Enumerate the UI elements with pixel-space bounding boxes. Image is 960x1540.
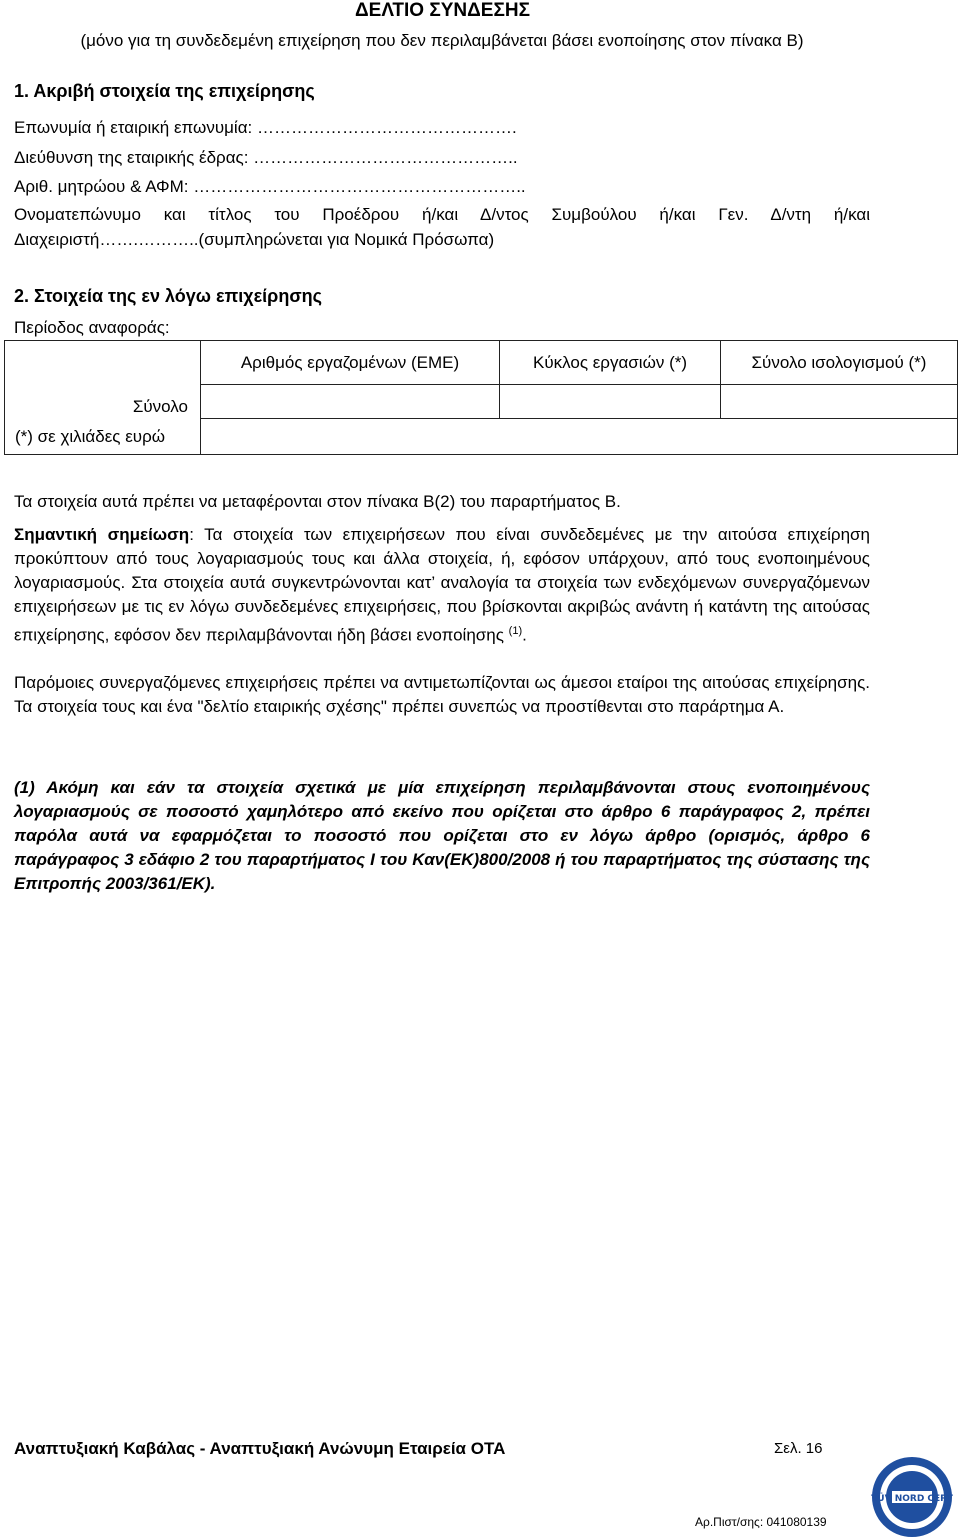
document-title: ΔΕΛΤΙΟ ΣΥΝΔΕΣΗΣ xyxy=(354,0,531,21)
row-label-total: Σύνολο xyxy=(132,397,188,416)
company-name-field: Επωνυμία ή εταιρική επωνυμία: ………………………………………. xyxy=(14,118,517,137)
section1-heading: 1. Ακριβή στοιχεία της επιχείρησης xyxy=(14,81,315,101)
value-turnover-field[interactable] xyxy=(500,385,721,419)
stats-table xyxy=(4,340,958,455)
important-note-text: : Τα στοιχεία των επιχειρήσεων που είναι συνδεδεμένες με την αιτούσα επιχείρηση προκύπτουν από τους λογαριασμούς τους και άλλα στοιχεία, ή, εφόσον υπάρχουν, από τους ενοποιημένους λογαριασμούς. Στα στοιχεία αυτά συγκεντρώνονται κατ’ αναλογία τα στοιχεία των ενδεχόμενων συνεργαζόμενων επιχειρήσεων με τις εν λόγω συνδεδεμένες επιχειρήσεις, που βρίσκονται ακριβώς ανάντη ή κατάντη της αιτούσας επιχείρησης, εφόσον δεν περιλαμβάνονται ήδη βάσει ενοποίησης xyxy=(14,525,871,645)
section2-heading: 2. Στοιχεία της εν λόγω επιχείρησης xyxy=(14,286,322,306)
reference-period-label: Περίοδος αναφοράς: xyxy=(14,318,170,337)
important-note-end: . xyxy=(522,625,527,645)
header-turnover: Κύκλος εργασιών (*) xyxy=(500,341,721,385)
footnote-text: (1) Ακόμη και εάν τα στοιχεία σχετικά με μία επιχείρηση περιλαμβάνονται στους ενοποιημένους λογαριασμούς σε ποσοστό χαμηλότερο από εκείνο που ορίζεται στο άρθρο 6 παράγραφος 2, πρέπει παρόλα αυτά να εφαρμόζεται το ποσοστό που ορίζεται στο εν λόγω άρθρο (ορισμός, άρθρο 6 παράγραφος 3 εδάφιο 2 του παραρτήματος Ι του Καν(ΕΚ)800/2008 ή του παραρτήματος της σύστασης της Επιτροπής 2003/361/ΕΚ). xyxy=(14,778,870,893)
transfer-note: Τα στοιχεία αυτά πρέπει να μεταφέρονται στον πίνακα Β(2) του παραρτήματος Β. xyxy=(14,492,621,511)
partner-enterprises-note: Παρόμοιες συνεργαζόμενες επιχειρήσεις πρέπει να αντιμετωπίζονται ως άμεσοι εταίροι της αιτούσας επιχείρησης. Τα στοιχεία τους και ένα "δελτίο εταιρικής σχέσης" πρέπει συνεπώς να προστίθενται στο παράρτημα Α. xyxy=(14,673,870,716)
seal-text: TÜV NORD CERT xyxy=(871,1494,953,1504)
important-note xyxy=(14,523,870,648)
table-currency-note: (*) σε χιλιάδες ευρώ xyxy=(15,427,166,446)
manager-line: Διαχειριστή…….………..(συμπληρώνεται για Νομικά Πρόσωπα) xyxy=(14,230,495,249)
certification-seal-icon xyxy=(870,1455,954,1539)
important-note-label: Σημαντική σημείωση xyxy=(14,525,190,544)
registry-vat-field: Αριθ. μητρώου & ΑΦΜ: ………………………………………………….. xyxy=(14,177,526,196)
header-balance-sheet: Σύνολο ισολογισμού (*) xyxy=(721,341,958,385)
company-address-field: Διεύθυνση της εταιρικής έδρας: ……………………………………….. xyxy=(14,148,518,167)
footer-page-number: Σελ. 16 xyxy=(774,1440,823,1457)
value-employees-field[interactable] xyxy=(201,385,500,419)
header-employees: Αριθμός εργαζομένων (ΕΜΕ) xyxy=(201,341,500,385)
footer-organization: Αναπτυξιακή Καβάλας - Αναπτυξιακή Ανώνυμη Εταιρεία ΟΤΑ xyxy=(14,1439,506,1458)
table-bottom-space xyxy=(201,419,958,455)
certificate-number: Αρ.Πιστ/σης: 041080139 xyxy=(695,1515,827,1529)
table-left-block xyxy=(5,341,201,455)
chair-name-line: Ονοματεπώνυμο και τίτλος του Προέδρου ή/και Δ/ντος Συμβούλου ή/και Γεν. Δ/ντη ή/και xyxy=(14,205,870,224)
document-subtitle: (μόνο για τη συνδεδεμένη επιχείρηση που δεν περιλαμβάνεται βάσει ενοποίησης στον πίνακα Β) xyxy=(80,31,804,50)
footnote-ref: (1) xyxy=(508,625,523,637)
value-balance-field[interactable] xyxy=(721,385,958,419)
